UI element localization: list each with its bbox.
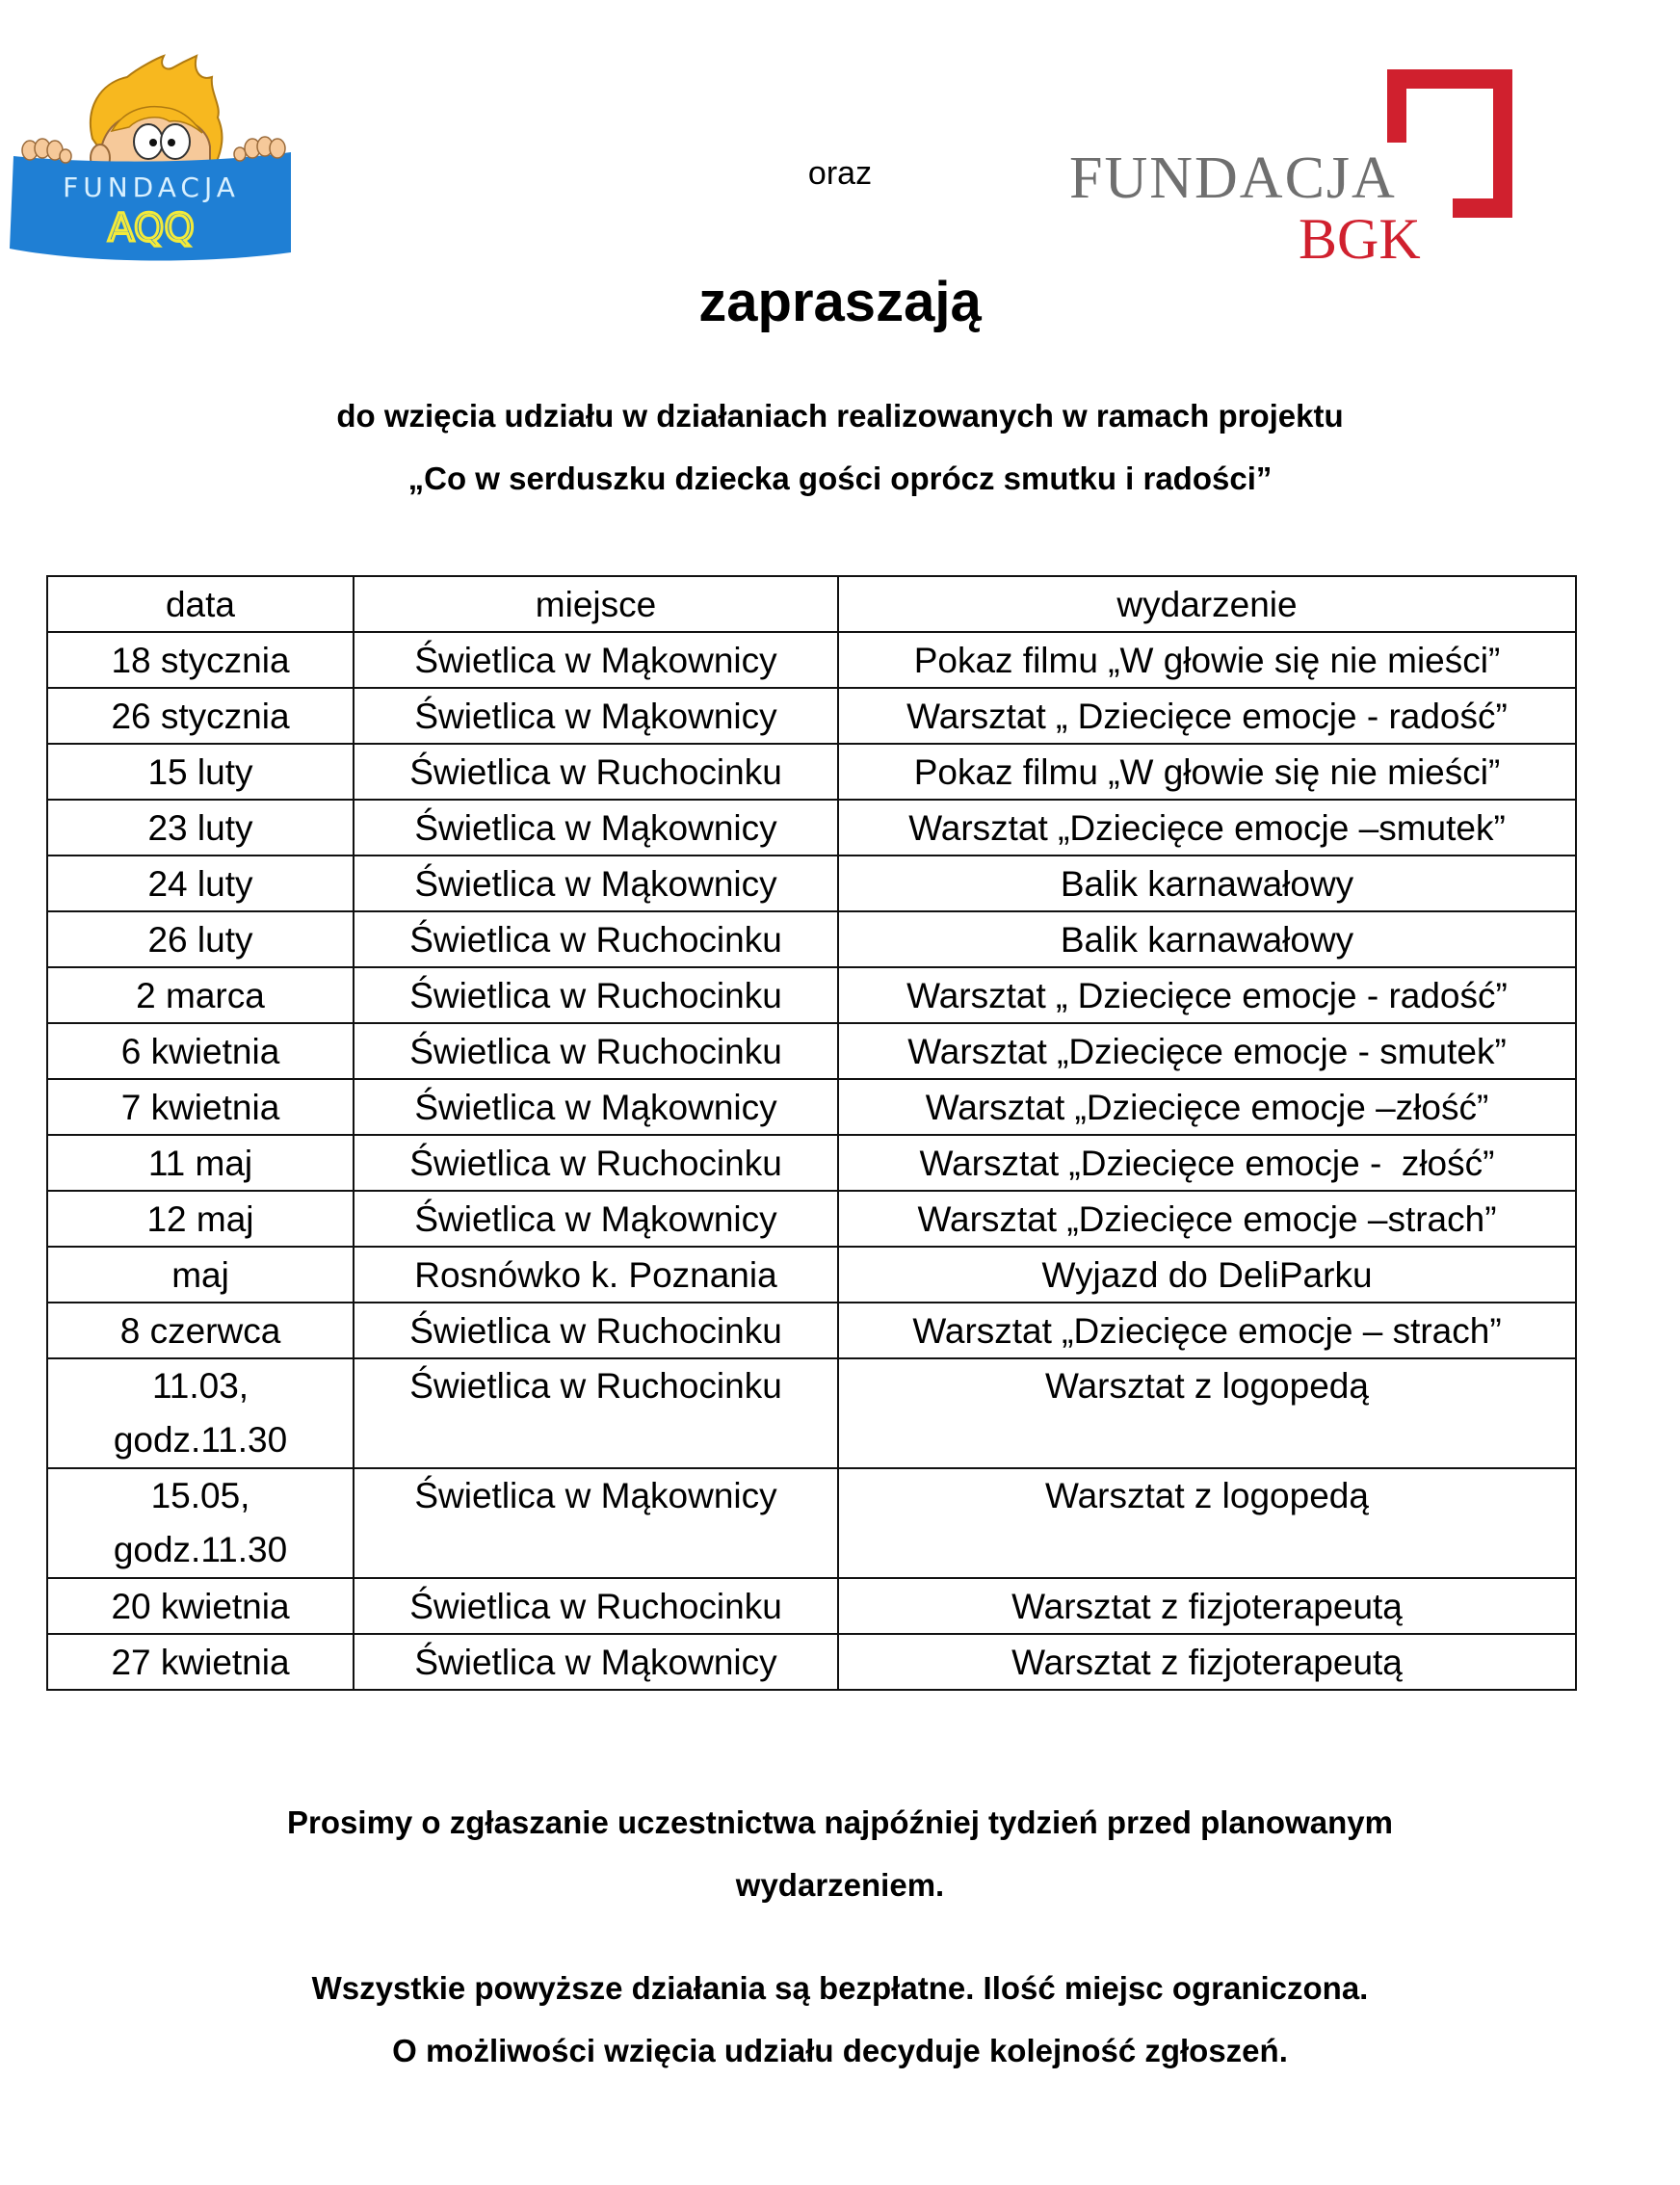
table-row xyxy=(47,1023,1576,1079)
date-cell: 24 luty xyxy=(47,856,354,911)
event-cell: Warsztat z logopedą xyxy=(838,1358,1576,1468)
date-cell: 23 luty xyxy=(47,800,354,856)
date-cell: 27 kwietnia xyxy=(47,1634,354,1690)
event-cell: Wyjazd do DeliParku xyxy=(838,1247,1576,1303)
place-cell: Świetlica w Mąkownicy xyxy=(354,1079,838,1135)
table-row xyxy=(47,1358,1576,1468)
header-place: miejsce xyxy=(354,576,838,632)
table-row xyxy=(47,911,1576,967)
place-cell: Świetlica w Mąkownicy xyxy=(354,1634,838,1690)
place-cell: Świetlica w Ruchocinku xyxy=(354,1023,838,1079)
date-cell: 20 kwietnia xyxy=(47,1578,354,1634)
table-row xyxy=(47,800,1576,856)
fundacja-bgk-logo xyxy=(1060,58,1522,270)
table-row xyxy=(47,632,1576,688)
table-row xyxy=(47,1578,1576,1634)
table-row xyxy=(47,1135,1576,1191)
connector-text: oraz xyxy=(807,155,873,192)
logo-pupil-right xyxy=(168,139,175,146)
place-cell: Świetlica w Ruchocinku xyxy=(354,744,838,800)
free-info-line-2: O możliwości wzięcia udziału decyduje kolejność zgłoszeń. xyxy=(392,2033,1288,2068)
table-row xyxy=(47,744,1576,800)
event-cell: Warsztat „ Dziecięce emocje - radość” xyxy=(838,688,1576,744)
registration-note-line-1: Prosimy o zgłaszanie uczestnictwa najpóźniej tydzień przed planowanym xyxy=(287,1804,1393,1840)
table-row xyxy=(47,688,1576,744)
table-row xyxy=(47,1468,1576,1578)
event-cell: Warsztat „Dziecięce emocje –złość” xyxy=(838,1079,1576,1135)
event-cell: Warsztat „Dziecięce emocje - złość” xyxy=(838,1135,1576,1191)
place-cell: Świetlica w Mąkownicy xyxy=(354,800,838,856)
table-header-row xyxy=(47,576,1576,632)
event-cell: Balik karnawałowy xyxy=(838,856,1576,911)
table-row xyxy=(47,967,1576,1023)
date-cell: 6 kwietnia xyxy=(47,1023,354,1079)
date-cell: 7 kwietnia xyxy=(47,1079,354,1135)
table-row xyxy=(47,856,1576,911)
event-cell: Warsztat „Dziecięce emocje – strach” xyxy=(838,1303,1576,1358)
date-cell: 15.05, godz.11.30 xyxy=(47,1468,354,1578)
fundacja-aqq-logo xyxy=(4,50,299,264)
date-cell: 12 maj xyxy=(47,1191,354,1247)
date-cell: maj xyxy=(47,1247,354,1303)
place-cell: Świetlica w Mąkownicy xyxy=(354,856,838,911)
date-cell: 11.03, godz.11.30 xyxy=(47,1358,354,1468)
date-cell: 18 stycznia xyxy=(47,632,354,688)
logo-bracket xyxy=(1387,69,1512,218)
event-cell: Warsztat „Dziecięce emocje –strach” xyxy=(838,1191,1576,1247)
date-cell: 11 maj xyxy=(47,1135,354,1191)
place-cell: Świetlica w Ruchocinku xyxy=(354,1578,838,1634)
place-cell: Świetlica w Ruchocinku xyxy=(354,1303,838,1358)
logo-bgk-line1: FUNDACJA xyxy=(1069,145,1397,211)
place-cell: Świetlica w Mąkownicy xyxy=(354,688,838,744)
event-cell: Pokaz filmu „W głowie się nie mieści” xyxy=(838,744,1576,800)
date-cell: 15 luty xyxy=(47,744,354,800)
place-cell: Świetlica w Ruchocinku xyxy=(354,911,838,967)
free-info-line-1: Wszystkie powyższe działania są bezpłatne. Ilość miejsc ograniczona. xyxy=(311,1970,1369,2006)
table-row xyxy=(47,1191,1576,1247)
table-row xyxy=(47,1303,1576,1358)
table-row xyxy=(47,1634,1576,1690)
logo-eye-right xyxy=(161,124,190,159)
place-cell: Świetlica w Ruchocinku xyxy=(354,1358,838,1468)
event-cell: Warsztat z fizjoterapeutą xyxy=(838,1634,1576,1690)
place-cell: Świetlica w Mąkownicy xyxy=(354,1191,838,1247)
date-cell: 2 marca xyxy=(47,967,354,1023)
place-cell: Świetlica w Mąkownicy xyxy=(354,1468,838,1578)
date-cell: 8 czerwca xyxy=(47,1303,354,1358)
logo-bgk-line2: BGK xyxy=(1299,207,1421,270)
event-cell: Warsztat „Dziecięce emocje - smutek” xyxy=(838,1023,1576,1079)
logo-pupil-left xyxy=(149,139,157,146)
place-cell: Świetlica w Ruchocinku xyxy=(354,967,838,1023)
page-title: zapraszają xyxy=(698,271,982,333)
header-event: wydarzenie xyxy=(838,576,1576,632)
subtitle-line-2: „Co w serduszku dziecka gości oprócz smutku i radości” xyxy=(407,461,1273,496)
event-cell: Warsztat z fizjoterapeutą xyxy=(838,1578,1576,1634)
place-cell: Świetlica w Ruchocinku xyxy=(354,1135,838,1191)
logo-aqq-line1: FUNDACJA xyxy=(63,171,240,203)
subtitle-line-1: do wzięcia udziału w działaniach realizowanych w ramach projektu xyxy=(336,398,1344,434)
event-cell: Pokaz filmu „W głowie się nie mieści” xyxy=(838,632,1576,688)
events-table xyxy=(46,575,1577,1691)
date-cell: 26 stycznia xyxy=(47,688,354,744)
event-cell: Warsztat z logopedą xyxy=(838,1468,1576,1578)
table-row xyxy=(47,1247,1576,1303)
event-cell: Balik karnawałowy xyxy=(838,911,1576,967)
place-cell: Rosnówko k. Poznania xyxy=(354,1247,838,1303)
header-date: data xyxy=(47,576,354,632)
date-cell: 26 luty xyxy=(47,911,354,967)
registration-note-line-2: wydarzeniem. xyxy=(735,1867,945,1903)
logo-eye-left xyxy=(134,124,163,159)
event-cell: Warsztat „ Dziecięce emocje - radość” xyxy=(838,967,1576,1023)
table-row xyxy=(47,1079,1576,1135)
logo-aqq-line2: AQQ xyxy=(108,206,195,250)
event-cell: Warsztat „Dziecięce emocje –smutek” xyxy=(838,800,1576,856)
place-cell: Świetlica w Mąkownicy xyxy=(354,632,838,688)
